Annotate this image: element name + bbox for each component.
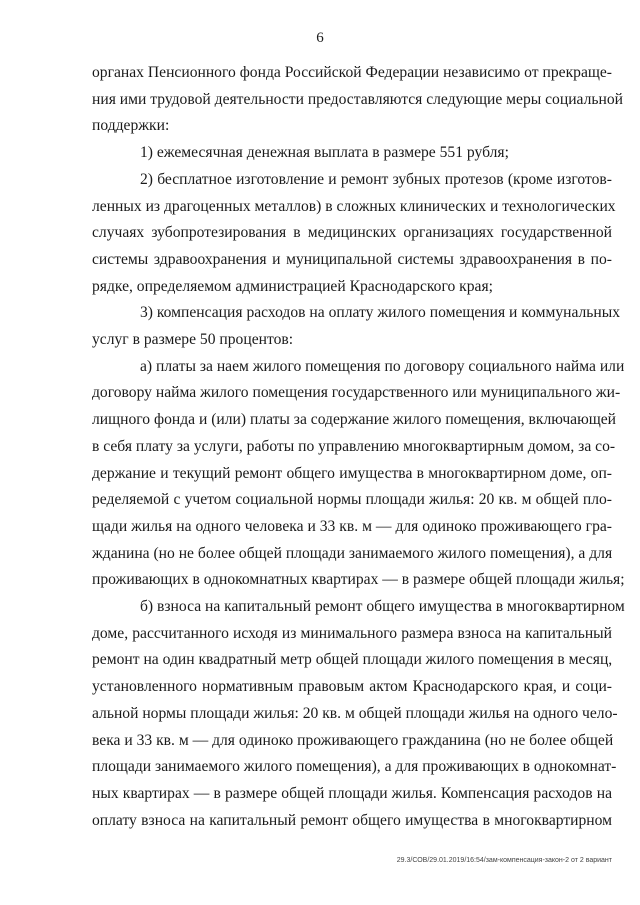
- text-line: доме, рассчитанного исходя из минимального размера взноса на капитальный: [92, 624, 612, 642]
- text-line: жданина (но не более общей площади занимаемого жилого помещения), а для: [92, 544, 613, 562]
- text-line: ных квартирах — в размере общей площади жилья. Компенсация расходов на: [92, 784, 612, 802]
- text-line: ределяемой с учетом социальной нормы площади жилья: 20 кв. м общей пло-: [92, 491, 612, 509]
- page-number: 6: [316, 30, 324, 46]
- text-line: щади жилья на одного человека и 33 кв. м — для одиноко проживающего гра-: [92, 517, 612, 535]
- text-line: держание и текущий ремонт общего имущества в многоквартирном доме, оп-: [92, 464, 612, 482]
- text-line: органах Пенсионного фонда Российской Федерации независимо от прекраще-: [92, 64, 612, 81]
- document-footer: 29.3/СОВ/29.01.2019/16:54/зам-компенсация-закон-2 от 2 вариант: [396, 857, 612, 864]
- text-line: века и 33 кв. м — для одиноко проживающего гражданина (но не более общей: [92, 731, 614, 749]
- text-line: площади занимаемого жилого помещения), а для проживающих в однокомнат-: [92, 758, 617, 776]
- text-line: системы здравоохранения и муниципальной системы здравоохранения в по-: [92, 250, 612, 268]
- text-line: услуг в размере 50 процентов:: [92, 331, 294, 349]
- text-line: в себя плату за услуги, работы по управлению многоквартирным домом, за со-: [92, 437, 616, 455]
- text-line: установленного нормативным правовым актом Краснодарского края, и соци-: [92, 678, 612, 696]
- text-line: случаях зубопротезирования в медицинских организациях государственной: [92, 224, 612, 242]
- text-line: 1) ежемесячная денежная выплата в размере 551 рубля;: [140, 144, 509, 162]
- text-line: ния ими трудовой деятельности предоставляются следующие меры социальной: [92, 90, 623, 108]
- text-line: договору найма жилого помещения государственного или муниципального жи-: [92, 384, 621, 402]
- text-line: ленных из драгоценных металлов) в сложных клинических и технологических: [92, 197, 616, 215]
- text-line: проживающих в однокомнатных квартирах — в размере общей площади жилья;: [92, 571, 625, 589]
- text-line: б) взноса на капитальный ремонт общего имущества в многоквартирном: [140, 598, 625, 616]
- text-line: 2) бесплатное изготовление и ремонт зубных протезов (кроме изготов-: [140, 170, 612, 188]
- document-body: [92, 60, 625, 834]
- text-line: а) платы за наем жилого помещения по договору социального найма или: [140, 357, 625, 375]
- text-line: поддержки:: [92, 117, 170, 135]
- text-line: лищного фонда и (или) платы за содержание жилого помещения, включающей: [92, 411, 617, 429]
- text-line: 3) компенсация расходов на оплату жилого помещения и коммунальных: [140, 304, 621, 322]
- text-line: ремонт на один квадратный метр общей площади жилого помещения в месяц,: [92, 651, 613, 669]
- text-line: оплату взноса на капитальный ремонт общего имущества в многоквартирном: [92, 811, 612, 829]
- text-line: рядке, определяемом администрацией Краснодарского края;: [92, 277, 493, 295]
- text-line: альной нормы площади жилья: 20 кв. м общей площади жилья на одного чело-: [92, 704, 618, 722]
